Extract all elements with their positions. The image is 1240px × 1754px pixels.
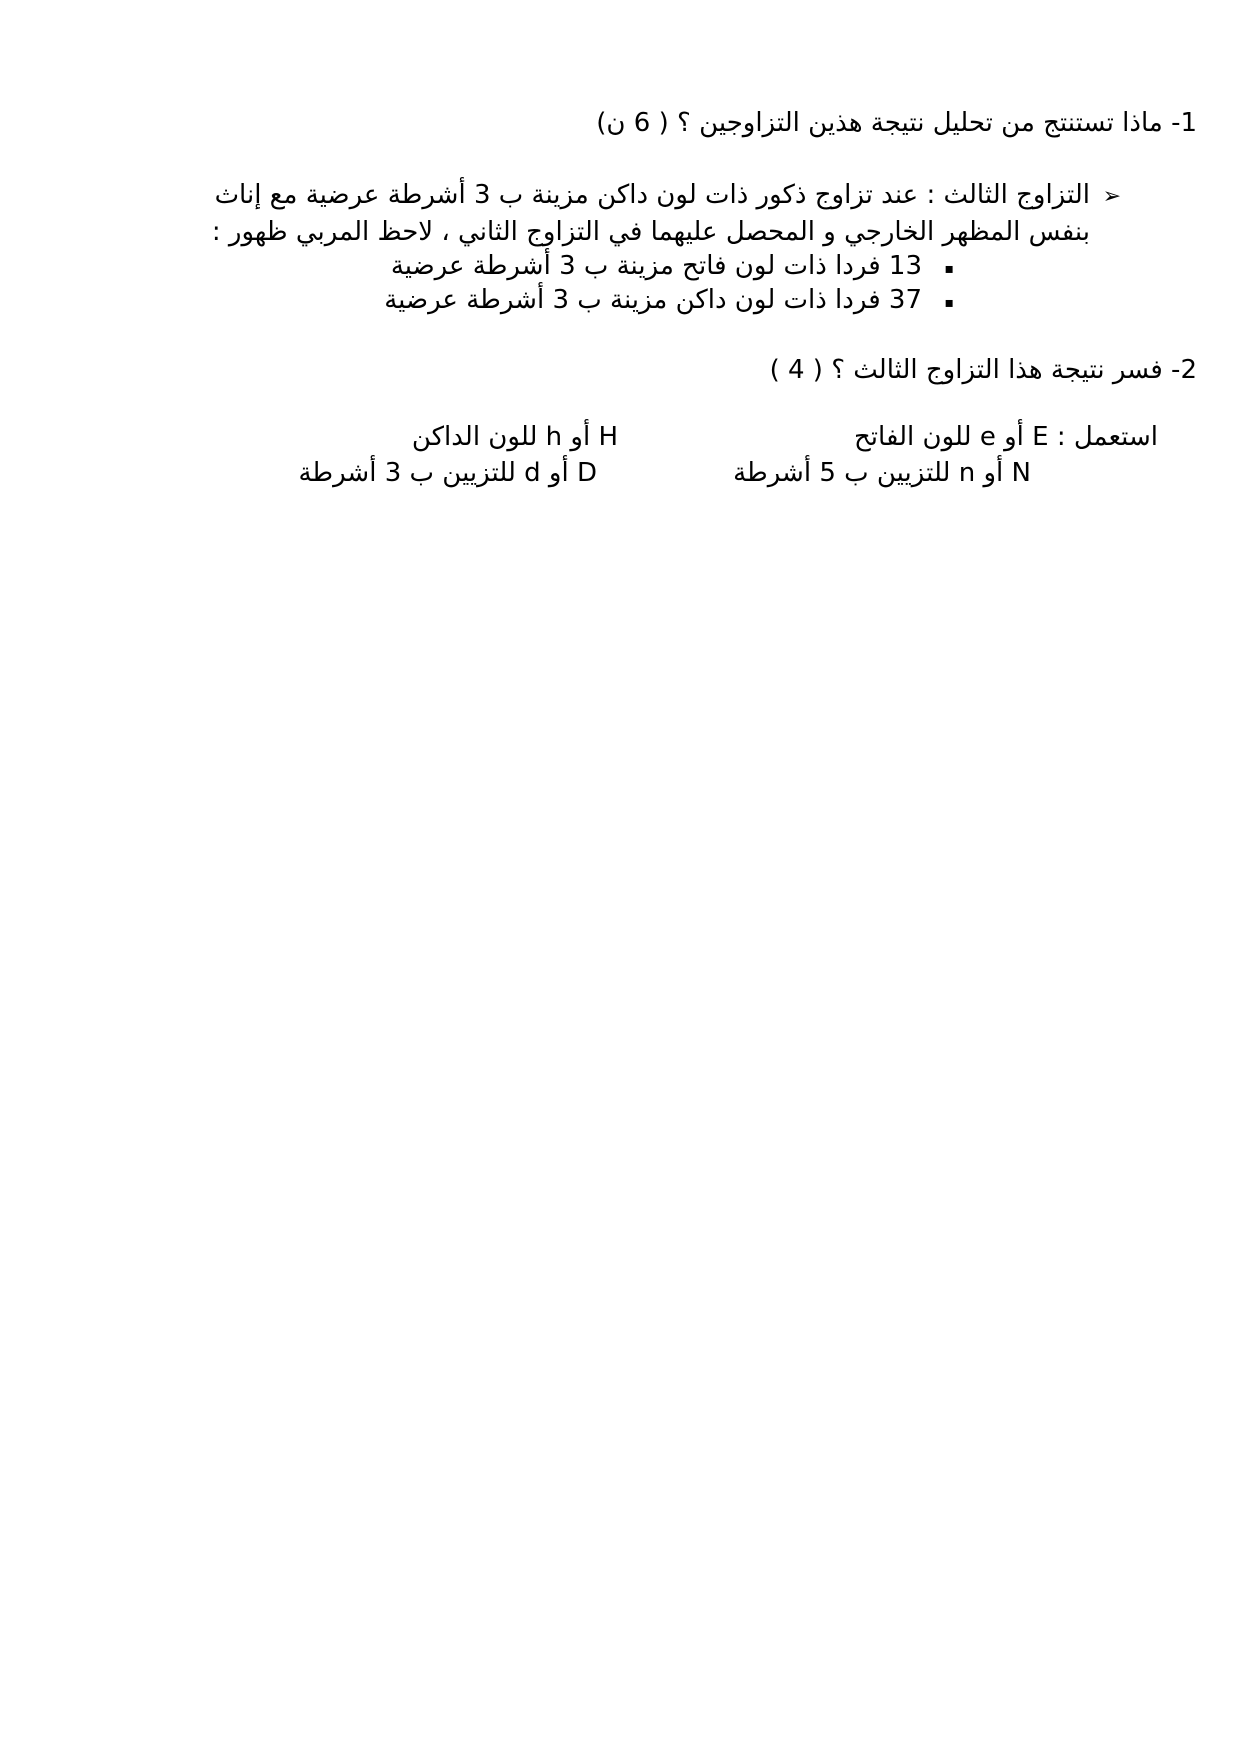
notation-three-stripes: D أو d للتزيين ب 3 أشرطة (298, 458, 597, 488)
square-bullet-icon: ▪ (944, 261, 954, 277)
square-bullet-icon: ▪ (944, 295, 954, 311)
notation-five-stripes: N أو n للتزيين ب 5 أشرطة (733, 458, 1031, 488)
question-2: 2- فسر نتيجة هذا التزاوج الثالث ؟ ( 4 ) (769, 355, 1197, 385)
notation-dark-color: H أو h للون الداكن (411, 422, 618, 452)
notation-light-color: استعمل : E أو e للون الفاتح (854, 422, 1158, 452)
arrow-bullet-icon: ➢ (1102, 184, 1121, 209)
result-item-1: 13 فردا ذات لون فاتح مزينة ب 3 أشرطة عرضية (390, 251, 922, 281)
third-cross-text-line-1: التزاوج الثالث : عند تزاوج ذكور ذات لون داكن مزينة ب 3 أشرطة عرضية مع إناث (214, 180, 1090, 210)
question-1: 1- ماذا تستنتج من تحليل نتيجة هذين التزاوجين ؟ ( 6 ن) (596, 108, 1197, 138)
third-cross-text-line-2: بنفس المظهر الخارجي و المحصل عليهما في التزاوج الثاني ، لاحظ المربي ظهور : (211, 217, 1090, 247)
result-item-2: 37 فردا ذات لون داكن مزينة ب 3 أشرطة عرضية (384, 285, 922, 315)
